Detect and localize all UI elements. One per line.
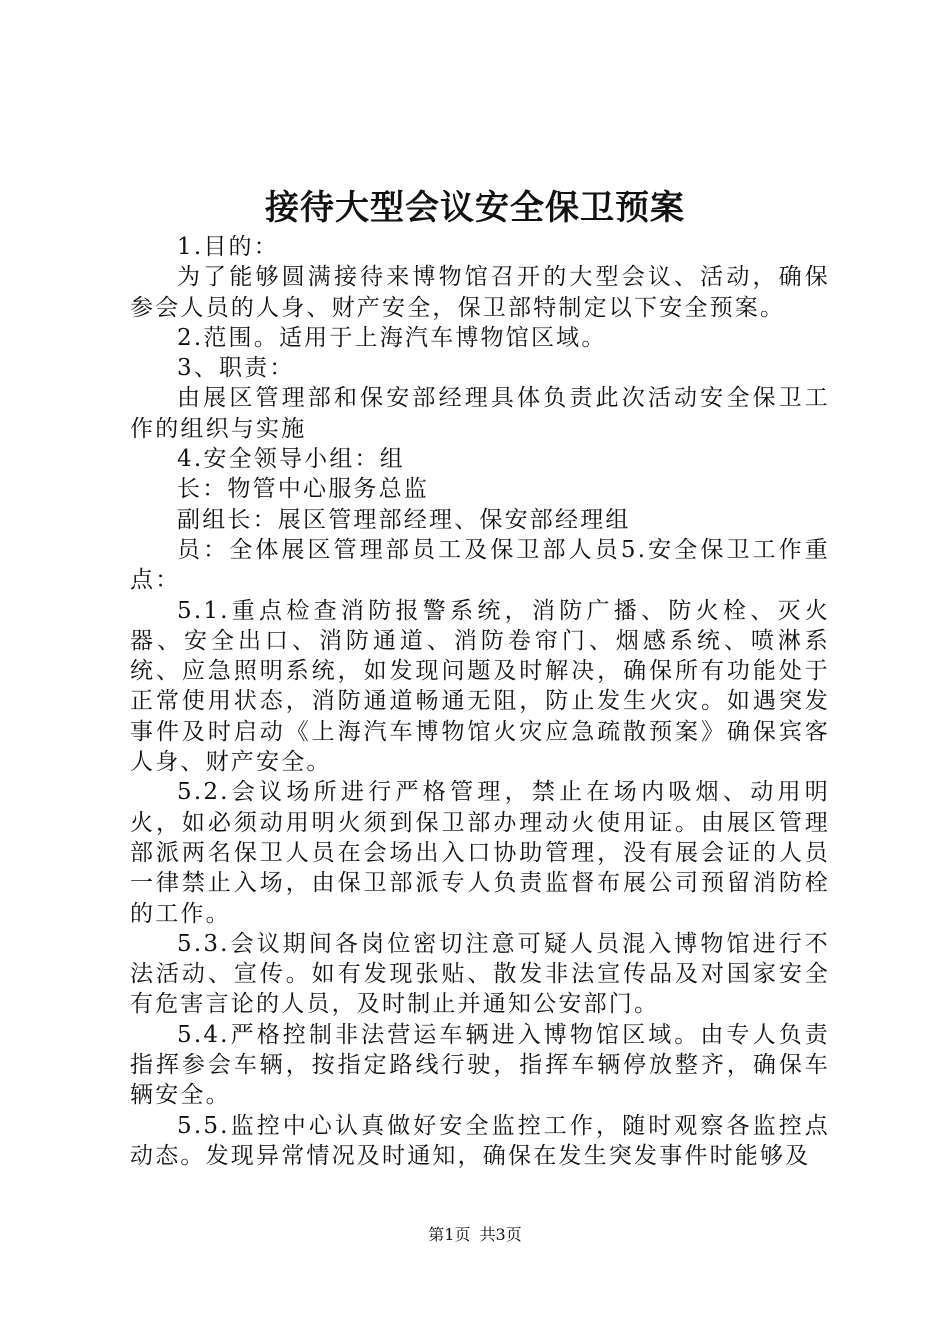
paragraph-deputy-leader: 副组长：展区管理部经理、保安部经理组 — [177, 506, 631, 533]
paragraph-duties-heading: 3、职责： — [177, 355, 295, 382]
page-number-current: 第1页 — [428, 1225, 471, 1244]
paragraph-members: 员：全体展区管理部员工及保卫部人员5.安全保卫工作重点： — [130, 536, 830, 594]
paragraph-item-5-4: 5.4.严格控制非法营运车辆进入博物馆区域。由专人负责指挥参会车辆，按指定路线行驶，指挥车辆停放整齐，确保车辆安全。 — [130, 1021, 830, 1109]
page-number-total: 共3页 — [479, 1225, 522, 1244]
paragraph-group-leader: 长：物管中心服务总监 — [177, 476, 429, 503]
paragraph-duties: 由展区管理部和保安部经理具体负责此次活动安全保卫工作的组织与实施 — [130, 385, 830, 442]
page-footer — [0, 1225, 950, 1245]
paragraph-purpose-heading: 1.目的： — [177, 234, 279, 260]
paragraph-purpose: 为了能够圆满接待来博物馆召开的大型会议、活动，确保参会人员的人身、财产安全，保卫部特制定以下安全预案。 — [130, 264, 830, 321]
paragraph-item-5-2: 5.2.会议场所进行严格管理，禁止在场内吸烟、动用明火，如必须动用明火须到保卫部办理动火使用证。由展区管理部派两名保卫人员在会场出入口协助管理，没有展会证的人员一律禁止入场，由保卫部派专人负责监督布展公司预留消防栓的工作。 — [130, 779, 830, 927]
document-body — [130, 232, 830, 1171]
document-title: 接待大型会议安全保卫预案 — [265, 188, 685, 228]
paragraph-item-5-5: 5.5.监控中心认真做好安全监控工作，随时观察各监控点动态。发现异常情况及时通知，确保在发生突发事件时能够及 — [130, 1112, 830, 1169]
paragraph-item-5-3: 5.3.会议期间各岗位密切注意可疑人员混入博物馆进行不法活动、宣传。如有发现张贴、散发非法宣传品及对国家安全有危害言论的人员，及时制止并通知公安部门。 — [130, 930, 830, 1018]
paragraph-scope: 2.范围。适用于上海汽车博物馆区域。 — [177, 324, 607, 351]
paragraph-leadership-group: 4.安全领导小组：组 — [177, 446, 405, 473]
paragraph-item-5-1: 5.1.重点检查消防报警系统，消防广播、防火栓、灭火器、安全出口、消防通道、消防卷帘门、烟感系统、喷淋系统、应急照明系统，如发现问题及时解决，确保所有功能处于正常使用状态，消防通道畅通无阻，防止发生火灾。如遇突发事件及时启动《上海汽车博物馆火灾应急疏散预案》确保宾客人身、财产安全。 — [130, 597, 830, 776]
